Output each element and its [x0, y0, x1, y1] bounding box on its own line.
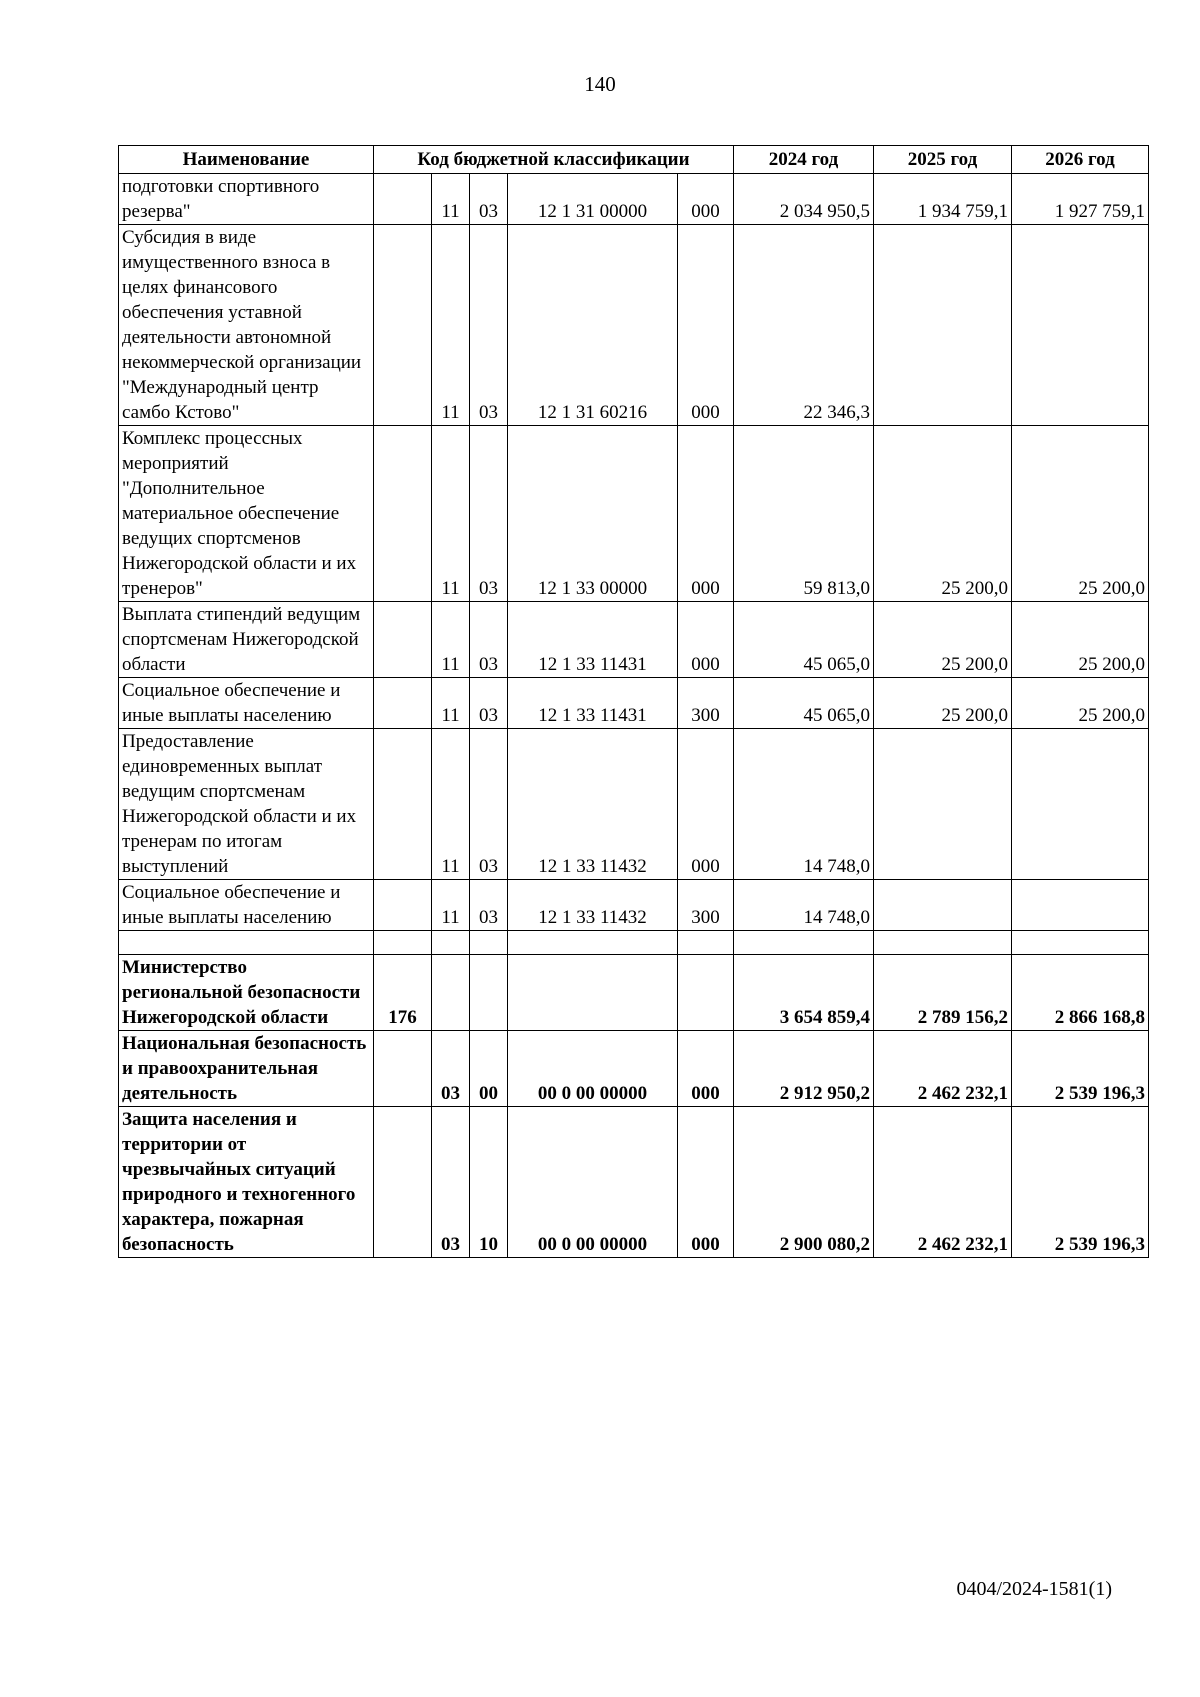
cell-ved [374, 426, 432, 602]
cell-section: 11 [432, 729, 470, 880]
cell-subsection: 03 [470, 225, 508, 426]
cell-2024: 22 346,3 [734, 225, 874, 426]
cell-2024 [734, 931, 874, 955]
cell-section [432, 955, 470, 1031]
table-row [119, 955, 1149, 1031]
cell-ved [374, 1031, 432, 1107]
cell-name: Социальное обеспечение и иные выплаты населению [119, 678, 374, 729]
cell-2026 [1012, 931, 1149, 955]
table-row [119, 931, 1149, 955]
cell-2025 [874, 225, 1012, 426]
cell-2025: 25 200,0 [874, 426, 1012, 602]
cell-name: Предоставление единовременных выплат ведущим спортсменам Нижегородской области и их тренерам по итогам выступлений [119, 729, 374, 880]
cell-2024: 14 748,0 [734, 729, 874, 880]
cell-name: Социальное обеспечение и иные выплаты населению [119, 880, 374, 931]
cell-target-article: 12 1 31 60216 [508, 225, 678, 426]
cell-2024: 14 748,0 [734, 880, 874, 931]
header-code: Код бюджетной классификации [374, 146, 734, 174]
cell-2026: 2 866 168,8 [1012, 955, 1149, 1031]
cell-section: 11 [432, 225, 470, 426]
cell-expense-type: 000 [678, 225, 734, 426]
cell-2024: 59 813,0 [734, 426, 874, 602]
page-number: 140 [584, 72, 616, 96]
table-row [119, 678, 1149, 729]
cell-expense-type: 000 [678, 729, 734, 880]
table-row [119, 880, 1149, 931]
cell-ved [374, 729, 432, 880]
cell-2024: 2 912 950,2 [734, 1031, 874, 1107]
cell-section: 11 [432, 426, 470, 602]
cell-ved [374, 880, 432, 931]
cell-2024: 2 900 080,2 [734, 1107, 874, 1258]
cell-name: Субсидия в виде имущественного взноса в целях финансового обеспечения уставной деятельности автономной некоммерческой организации "Международный центр самбо Кстово" [119, 225, 374, 426]
cell-section: 11 [432, 174, 470, 225]
table-row [119, 426, 1149, 602]
table-body [119, 174, 1149, 1258]
cell-ved: 176 [374, 955, 432, 1031]
cell-subsection: 03 [470, 174, 508, 225]
cell-subsection: 00 [470, 1031, 508, 1107]
header-name: Наименование [119, 146, 374, 174]
cell-ved [374, 1107, 432, 1258]
cell-expense-type: 300 [678, 678, 734, 729]
cell-2026: 2 539 196,3 [1012, 1031, 1149, 1107]
cell-2024: 45 065,0 [734, 678, 874, 729]
cell-target-article [508, 931, 678, 955]
cell-2026: 25 200,0 [1012, 678, 1149, 729]
cell-2025: 2 462 232,1 [874, 1031, 1012, 1107]
cell-subsection: 03 [470, 602, 508, 678]
cell-subsection: 03 [470, 880, 508, 931]
cell-2025: 2 462 232,1 [874, 1107, 1012, 1258]
cell-section: 03 [432, 1031, 470, 1107]
table-row [119, 174, 1149, 225]
cell-name: Выплата стипендий ведущим спортсменам Нижегородской области [119, 602, 374, 678]
cell-subsection: 03 [470, 729, 508, 880]
cell-ved [374, 174, 432, 225]
cell-ved [374, 678, 432, 729]
cell-target-article: 12 1 33 00000 [508, 426, 678, 602]
cell-2026: 25 200,0 [1012, 426, 1149, 602]
cell-section: 11 [432, 880, 470, 931]
document-code: 0404/2024-1581(1) [956, 1578, 1112, 1600]
cell-target-article: 12 1 33 11432 [508, 729, 678, 880]
cell-target-article: 12 1 33 11431 [508, 678, 678, 729]
cell-subsection: 10 [470, 1107, 508, 1258]
cell-2025 [874, 880, 1012, 931]
cell-name: Министерство региональной безопасности Нижегородской области [119, 955, 374, 1031]
cell-name: подготовки спортивного резерва" [119, 174, 374, 225]
cell-section: 03 [432, 1107, 470, 1258]
cell-2024: 2 034 950,5 [734, 174, 874, 225]
cell-subsection [470, 931, 508, 955]
cell-expense-type: 300 [678, 880, 734, 931]
cell-expense-type: 000 [678, 1031, 734, 1107]
cell-section: 11 [432, 602, 470, 678]
cell-2026: 1 927 759,1 [1012, 174, 1149, 225]
table-row [119, 602, 1149, 678]
cell-name: Защита населения и территории от чрезвычайных ситуаций природного и техногенного характера, пожарная безопасность [119, 1107, 374, 1258]
cell-2026 [1012, 225, 1149, 426]
cell-2025 [874, 931, 1012, 955]
cell-expense-type [678, 931, 734, 955]
cell-expense-type: 000 [678, 426, 734, 602]
cell-2024: 3 654 859,4 [734, 955, 874, 1031]
cell-2025: 25 200,0 [874, 678, 1012, 729]
table-header-row [119, 146, 1149, 174]
cell-expense-type: 000 [678, 1107, 734, 1258]
cell-name: Комплекс процессных мероприятий "Дополнительное материальное обеспечение ведущих спортсменов Нижегородской области и их тренеров" [119, 426, 374, 602]
cell-2025: 25 200,0 [874, 602, 1012, 678]
cell-expense-type [678, 955, 734, 1031]
cell-target-article: 12 1 33 11431 [508, 602, 678, 678]
cell-target-article: 00 0 00 00000 [508, 1031, 678, 1107]
header-2025: 2025 год [874, 146, 1012, 174]
cell-subsection: 03 [470, 678, 508, 729]
cell-target-article: 00 0 00 00000 [508, 1107, 678, 1258]
cell-ved [374, 602, 432, 678]
cell-2025: 1 934 759,1 [874, 174, 1012, 225]
cell-subsection [470, 955, 508, 1031]
cell-section: 11 [432, 678, 470, 729]
header-2026: 2026 год [1012, 146, 1149, 174]
cell-expense-type: 000 [678, 602, 734, 678]
cell-2024: 45 065,0 [734, 602, 874, 678]
cell-target-article: 12 1 31 00000 [508, 174, 678, 225]
budget-table [118, 145, 1149, 1258]
cell-2026: 2 539 196,3 [1012, 1107, 1149, 1258]
cell-2026: 25 200,0 [1012, 602, 1149, 678]
header-2024: 2024 год [734, 146, 874, 174]
cell-2026 [1012, 880, 1149, 931]
cell-target-article: 12 1 33 11432 [508, 880, 678, 931]
table-row [119, 1031, 1149, 1107]
table-row [119, 1107, 1149, 1258]
cell-section [432, 931, 470, 955]
cell-expense-type: 000 [678, 174, 734, 225]
cell-ved [374, 225, 432, 426]
table-row [119, 729, 1149, 880]
cell-ved [374, 931, 432, 955]
cell-target-article [508, 955, 678, 1031]
cell-2025 [874, 729, 1012, 880]
cell-name: Национальная безопасность и правоохранительная деятельность [119, 1031, 374, 1107]
cell-subsection: 03 [470, 426, 508, 602]
table-row [119, 225, 1149, 426]
cell-name [119, 931, 374, 955]
cell-2026 [1012, 729, 1149, 880]
cell-2025: 2 789 156,2 [874, 955, 1012, 1031]
